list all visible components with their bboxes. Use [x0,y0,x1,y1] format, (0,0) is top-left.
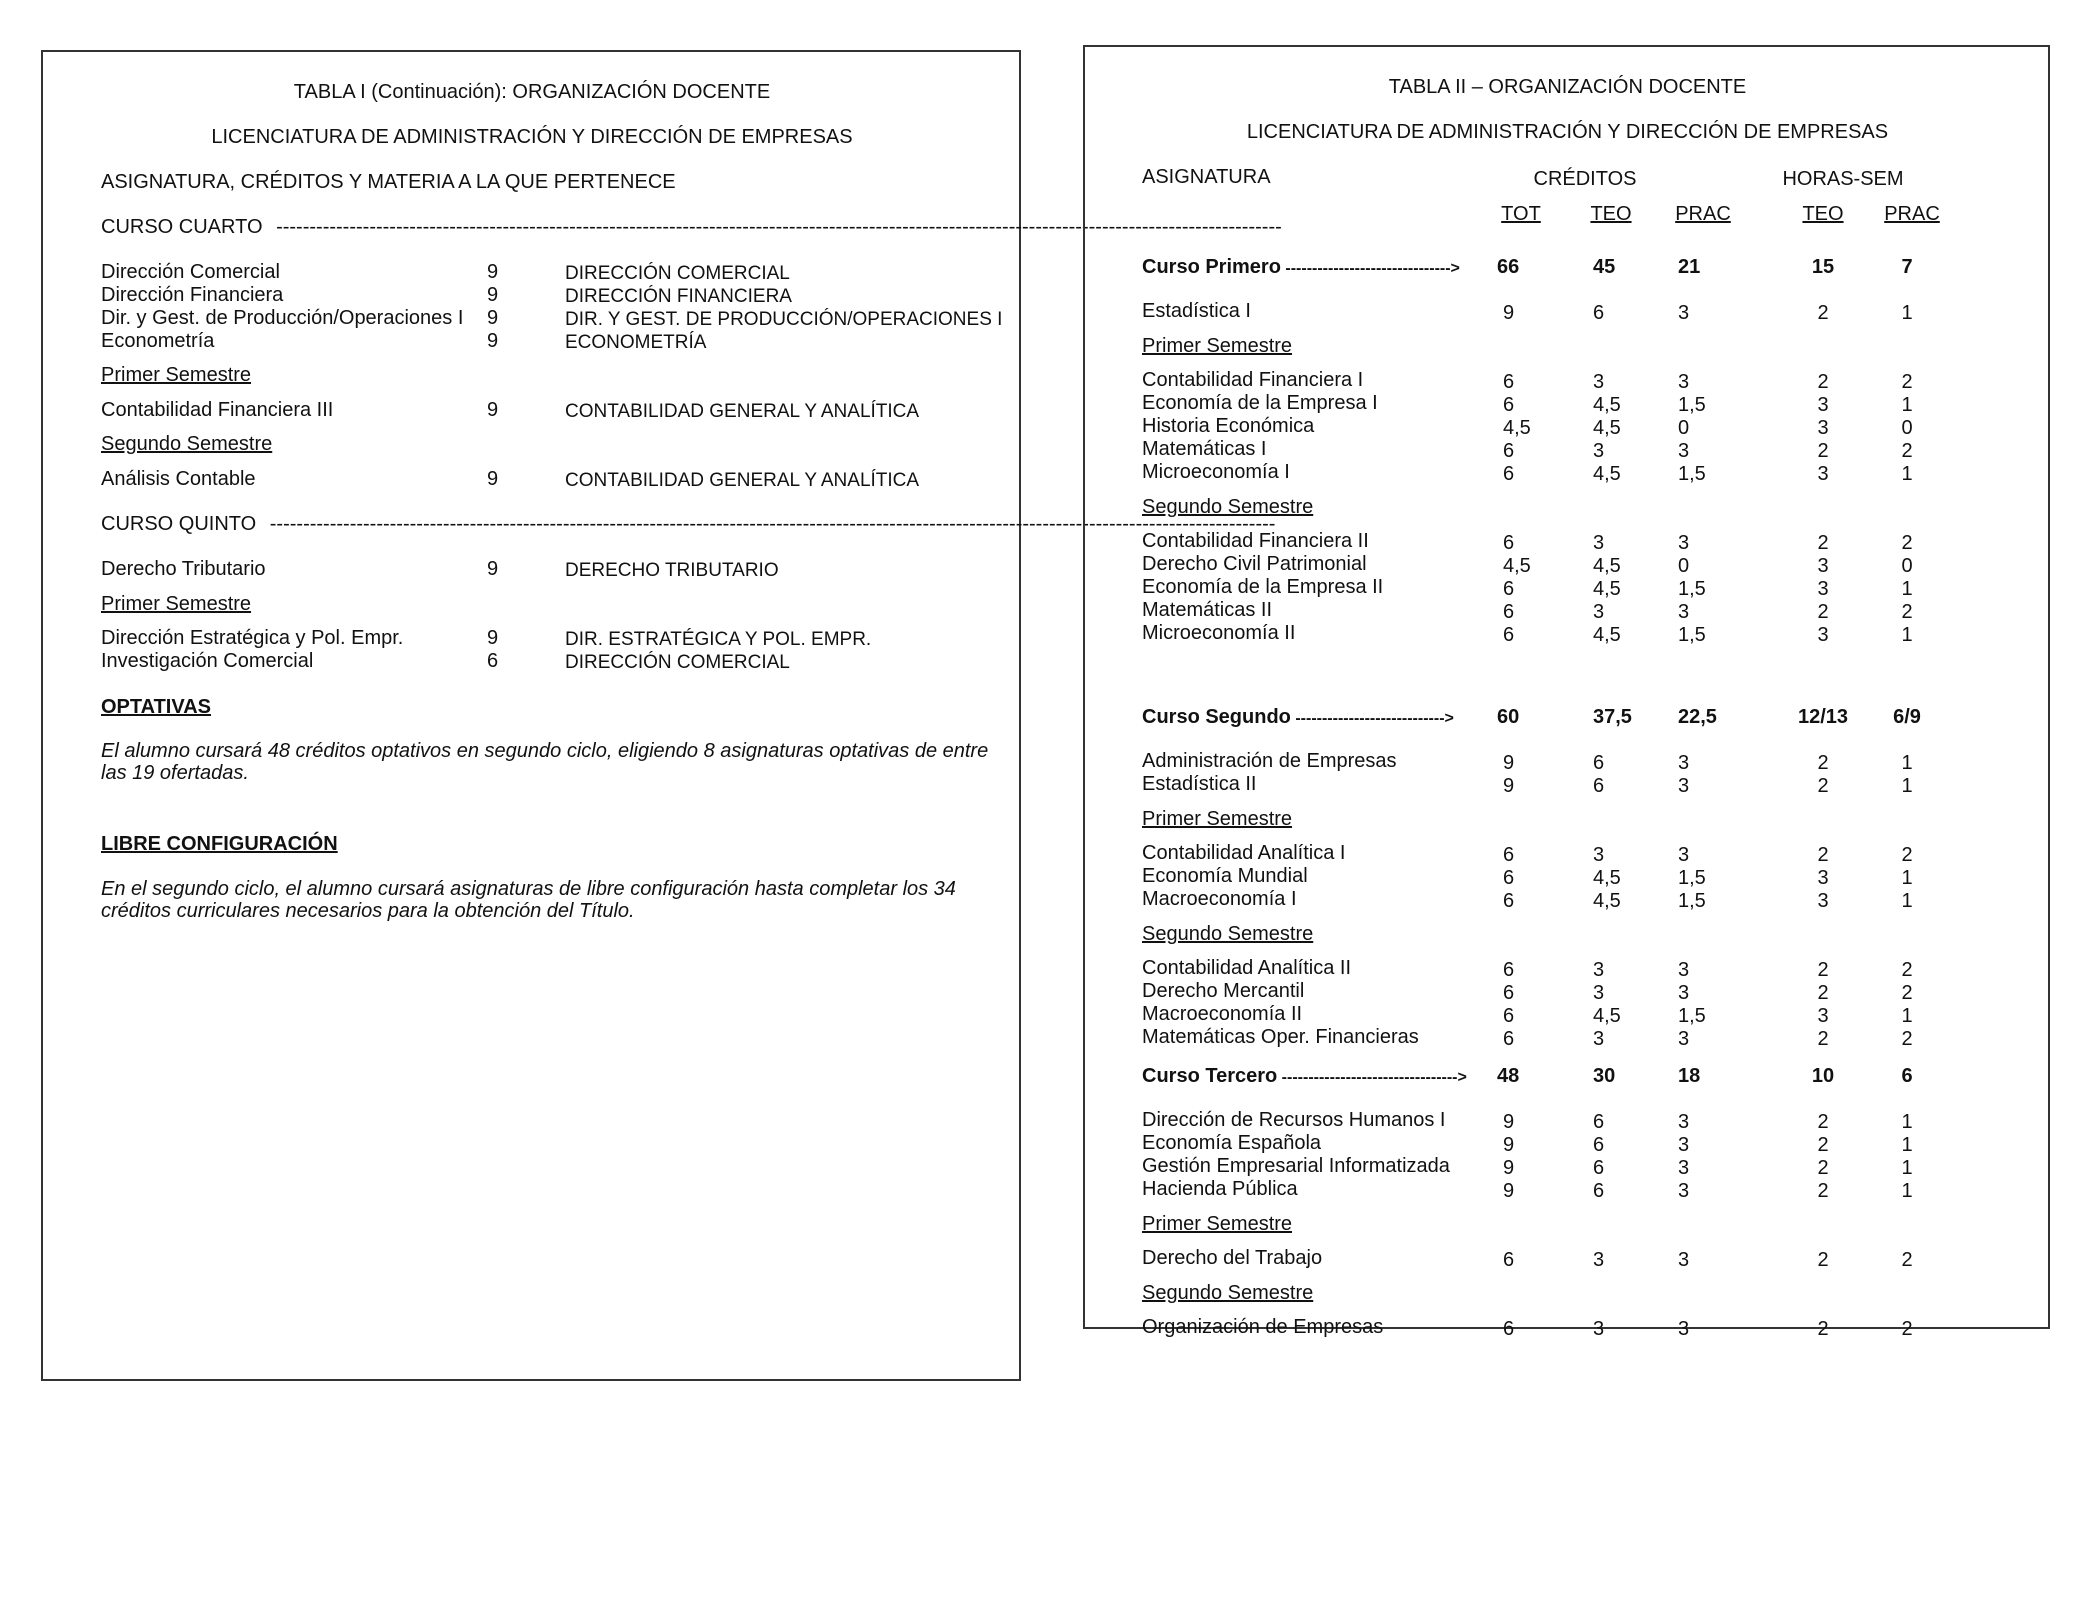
cell-prac: 3 [1678,752,1690,774]
curso-total-prac: 21 [1678,256,1701,278]
cell-teo: 4,5 [1593,624,1621,646]
cell-teo: 6 [1593,752,1605,774]
table-2-subtitle: LICENCIATURA DE ADMINISTRACIÓN Y DIRECCIÓN DE EMPRESAS [1246,121,1889,143]
cell-teo: 3 [1593,371,1605,393]
asignatura: Macroeconomía I [1142,888,1297,910]
curso-total-hprac: 6 [1901,1065,1913,1087]
cell-tot: 6 [1503,1005,1515,1027]
cell-teo: 4,5 [1593,417,1621,439]
col-hprac-header: PRAC [1884,203,1940,225]
cell-teo: 3 [1593,982,1605,1004]
asignatura: Econometría [101,330,215,352]
curso-heading [1142,255,1460,281]
cell-prac: 3 [1678,532,1690,554]
cell-tot: 6 [1503,578,1515,600]
cell-prac: 3 [1678,775,1690,797]
asignatura: Administración de Empresas [1142,750,1397,772]
curso-total-tot: 48 [1497,1065,1520,1087]
cell-tot: 4,5 [1503,555,1531,577]
curso-quinto-heading [101,512,1276,536]
cell-teo: 6 [1593,302,1605,324]
cell-hteo: 2 [1817,1180,1829,1202]
cell-hteo: 2 [1817,1157,1829,1179]
cell-hteo: 3 [1817,1005,1829,1027]
asignatura: Contabilidad Financiera III [101,399,334,421]
cell-hprac: 0 [1901,417,1913,439]
cell-hprac: 1 [1901,578,1913,600]
semestre-label: Primer Semestre [1142,335,1293,357]
asignatura: Matemáticas I [1142,438,1267,460]
cell-tot: 9 [1503,752,1515,774]
cell-hprac: 1 [1901,1005,1913,1027]
cell-hteo: 2 [1817,601,1829,623]
table-2-panel [1083,45,2050,1340]
asignatura: Economía Española [1142,1132,1322,1154]
asignatura: Macroeconomía II [1142,1003,1303,1025]
asignatura: Microeconomía I [1142,461,1290,483]
cell-prac: 3 [1678,1318,1690,1340]
semestre-label: Segundo Semestre [1142,496,1314,518]
cell-prac: 3 [1678,844,1690,866]
cell-prac: 1,5 [1678,578,1706,600]
cell-teo: 3 [1593,959,1605,981]
optativas-heading: OPTATIVAS [101,696,211,718]
asignatura: Contabilidad Analítica I [1142,842,1346,864]
cell-prac: 3 [1678,302,1690,324]
asignatura: Dirección Estratégica y Pol. Empr. [101,627,404,649]
cell-teo: 4,5 [1593,867,1621,889]
cell-hteo: 3 [1817,555,1829,577]
col-asignatura-header: ASIGNATURA [1142,166,1271,188]
materia: DIR. ESTRATÉGICA Y POL. EMPR. [565,629,872,650]
cell-tot: 9 [1503,302,1515,324]
curso-total-hteo: 15 [1811,256,1835,278]
semestre-label: Primer Semestre [101,593,252,615]
materia: DERECHO TRIBUTARIO [565,560,779,581]
cell-hprac: 1 [1901,867,1913,889]
cell-teo: 4,5 [1593,463,1621,485]
curso-arrow: ---------------------------------> [1277,1069,1467,1086]
cell-hteo: 2 [1817,1249,1829,1271]
cell-prac: 3 [1678,1249,1690,1271]
asignatura: Análisis Contable [101,468,256,490]
cell-tot: 6 [1503,890,1515,912]
curso-total-prac: 18 [1678,1065,1701,1087]
curso-total-hteo: 10 [1811,1065,1835,1087]
cell-tot: 6 [1503,394,1515,416]
materia: ECONOMETRÍA [565,332,707,353]
cell-hteo: 3 [1817,890,1829,912]
cell-prac: 1,5 [1678,867,1706,889]
cell-hteo: 3 [1817,624,1829,646]
cell-prac: 1,5 [1678,394,1706,416]
cell-hteo: 2 [1817,371,1829,393]
cell-tot: 6 [1503,959,1515,981]
curso-arrow: ----------------------------> [1290,710,1454,727]
cell-teo: 3 [1593,844,1605,866]
cell-teo: 4,5 [1593,890,1621,912]
asignatura: Dirección Financiera [101,284,284,306]
curso-total-tot: 66 [1497,256,1520,278]
cell-tot: 6 [1503,1318,1515,1340]
cell-hprac: 2 [1901,601,1913,623]
col-teo-header: TEO [1590,203,1632,225]
cell-teo: 6 [1593,1180,1605,1202]
cell-teo: 6 [1593,1111,1605,1133]
cell-hprac: 1 [1901,394,1913,416]
col-prac-header: PRAC [1675,203,1731,225]
cell-prac: 3 [1678,959,1690,981]
asignatura: Derecho Civil Patrimonial [1142,553,1367,575]
cell-hprac: 1 [1901,890,1913,912]
curso-total-tot: 60 [1497,706,1520,728]
cell-tot: 6 [1503,532,1515,554]
cell-hprac: 1 [1901,1134,1913,1156]
col-creditos-header: CRÉDITOS [1533,168,1637,190]
cell-tot: 6 [1503,601,1515,623]
creditos: 9 [487,307,499,329]
creditos: 9 [487,558,499,580]
curso-quinto-dashes: ------------------------------------------------------------------------------------------------------------------------------------------------------- [269,513,1276,535]
cell-prac: 0 [1678,417,1690,439]
curso-name: Curso Tercero [1142,1065,1278,1087]
cell-tot: 9 [1503,775,1515,797]
cell-teo: 4,5 [1593,578,1621,600]
cell-teo: 3 [1593,1318,1605,1340]
asignatura: Microeconomía II [1142,622,1296,644]
materia: DIRECCIÓN FINANCIERA [565,286,792,307]
semestre-label: Segundo Semestre [101,433,273,455]
cell-teo: 6 [1593,1157,1605,1179]
cell-tot: 6 [1503,624,1515,646]
curso-cuarto-heading [101,215,1282,239]
cell-tot: 6 [1503,371,1515,393]
col-hteo-header: TEO [1802,203,1844,225]
libre-configuracion-heading: LIBRE CONFIGURACIÓN [101,833,338,855]
cell-prac: 3 [1678,601,1690,623]
asignatura: Contabilidad Financiera I [1142,369,1364,391]
cell-prac: 1,5 [1678,890,1706,912]
asignatura: Historia Económica [1142,415,1315,437]
cell-tot: 6 [1503,982,1515,1004]
cell-hteo: 2 [1817,532,1829,554]
asignatura: Investigación Comercial [101,650,314,672]
table-2-title: TABLA II – ORGANIZACIÓN DOCENTE [1388,76,1747,98]
optativas-text: El alumno cursará 48 créditos optativos en segundo ciclo, eligiendo 8 asignaturas optativas de entre las 19 ofertadas. [101,740,989,784]
table-1-title: TABLA I (Continuación): ORGANIZACIÓN DOCENTE [293,81,771,103]
cell-hprac: 2 [1901,1318,1913,1340]
asignatura: Gestión Empresarial Informatizada [1142,1155,1450,1177]
cell-tot: 9 [1503,1134,1515,1156]
cell-hprac: 1 [1901,752,1913,774]
curso-total-hprac: 7 [1901,256,1913,278]
cell-hprac: 1 [1901,1157,1913,1179]
cell-hprac: 2 [1901,532,1913,554]
cell-prac: 3 [1678,1157,1690,1179]
asignatura: Derecho Tributario [101,558,266,580]
materia: DIRECCIÓN COMERCIAL [565,263,790,284]
cell-tot: 6 [1503,867,1515,889]
cell-hprac: 1 [1901,1111,1913,1133]
cell-hteo: 2 [1817,1318,1829,1340]
cell-hprac: 1 [1901,463,1913,485]
cell-prac: 3 [1678,1134,1690,1156]
curso-total-teo: 30 [1593,1065,1616,1087]
cell-teo: 4,5 [1593,394,1621,416]
asignatura: Matemáticas II [1142,599,1273,621]
cell-tot: 6 [1503,844,1515,866]
creditos: 9 [487,330,499,352]
materia: CONTABILIDAD GENERAL Y ANALÍTICA [565,470,920,491]
cell-prac: 1,5 [1678,463,1706,485]
cell-hprac: 2 [1901,1028,1913,1050]
cell-hteo: 3 [1817,417,1829,439]
cell-prac: 0 [1678,555,1690,577]
cell-teo: 4,5 [1593,555,1621,577]
asignatura: Economía de la Empresa II [1142,576,1384,598]
table-1-subtitle: LICENCIATURA DE ADMINISTRACIÓN Y DIRECCIÓN DE EMPRESAS [211,126,853,148]
materia: DIR. Y GEST. DE PRODUCCIÓN/OPERACIONES I [565,309,1003,330]
curso-total-teo: 37,5 [1593,706,1632,728]
cell-hprac: 2 [1901,371,1913,393]
semestre-label: Primer Semestre [1142,808,1293,830]
curso-quinto-label: CURSO QUINTO [101,513,257,535]
cell-hprac: 2 [1901,982,1913,1004]
materia: DIRECCIÓN COMERCIAL [565,652,790,673]
cell-hteo: 2 [1817,959,1829,981]
asignatura: Organización de Empresas [1142,1316,1384,1338]
cell-prac: 3 [1678,982,1690,1004]
cell-hteo: 3 [1817,578,1829,600]
cell-hprac: 1 [1901,624,1913,646]
curso-total-hteo: 12/13 [1797,706,1849,728]
cell-hprac: 2 [1901,440,1913,462]
asignatura: Estadística II [1142,773,1257,795]
cell-teo: 3 [1593,532,1605,554]
libre-configuracion-text: En el segundo ciclo, el alumno cursará asignaturas de libre configuración hasta completar los 34 créditos curriculares necesarios para la obtención del Título. [101,878,956,922]
curso-cuarto-dashes: ------------------------------------------------------------------------------------------------------------------------------------------------------- [276,216,1282,238]
creditos: 6 [487,650,499,672]
cell-hteo: 3 [1817,394,1829,416]
curso-arrow: -------------------------------> [1280,260,1460,277]
cell-hprac: 2 [1901,844,1913,866]
cell-hteo: 3 [1817,867,1829,889]
curso-name: Curso Segundo [1142,706,1291,728]
cell-hprac: 1 [1901,1180,1913,1202]
curso-name: Curso Primero [1142,256,1281,278]
creditos: 9 [487,627,499,649]
cell-tot: 6 [1503,1028,1515,1050]
asignatura: Estadística I [1142,300,1251,322]
cell-hteo: 2 [1817,982,1829,1004]
cell-hprac: 1 [1901,302,1913,324]
asignatura: Contabilidad Analítica II [1142,957,1352,979]
cell-tot: 6 [1503,463,1515,485]
cell-tot: 4,5 [1503,417,1531,439]
cell-prac: 1,5 [1678,1005,1706,1027]
cell-teo: 3 [1593,601,1605,623]
cell-teo: 6 [1593,1134,1605,1156]
asignatura: Dirección Comercial [101,261,280,283]
cell-teo: 4,5 [1593,1005,1621,1027]
asignatura: Derecho Mercantil [1142,980,1305,1002]
asignatura: Economía Mundial [1142,865,1308,887]
asignatura: Contabilidad Financiera II [1142,530,1369,552]
cell-hteo: 2 [1817,302,1829,324]
cell-prac: 1,5 [1678,624,1706,646]
semestre-label: Segundo Semestre [1142,1282,1314,1304]
cell-prac: 3 [1678,371,1690,393]
curso-total-hprac: 6/9 [1893,706,1921,728]
creditos: 9 [487,284,499,306]
creditos: 9 [487,468,499,490]
cell-hteo: 3 [1817,463,1829,485]
cell-tot: 6 [1503,440,1515,462]
asignatura: Dirección de Recursos Humanos I [1142,1109,1446,1131]
cell-hteo: 2 [1817,775,1829,797]
cell-hteo: 2 [1817,1134,1829,1156]
table-1-header: ASIGNATURA, CRÉDITOS Y MATERIA A LA QUE PERTENECE [101,171,676,193]
semestre-label: Segundo Semestre [1142,923,1314,945]
asignatura: Dir. y Gest. de Producción/Operaciones I [101,307,464,329]
cell-tot: 9 [1503,1111,1515,1133]
curso-total-teo: 45 [1593,256,1616,278]
curso-heading [1142,705,1454,731]
curso-cuarto-label: CURSO CUARTO [101,216,263,238]
cell-teo: 3 [1593,440,1605,462]
asignatura: Hacienda Pública [1142,1178,1298,1200]
cell-prac: 3 [1678,440,1690,462]
cell-tot: 9 [1503,1157,1515,1179]
cell-hteo: 2 [1817,1111,1829,1133]
cell-tot: 6 [1503,1249,1515,1271]
asignatura: Derecho del Trabajo [1142,1247,1323,1269]
col-horas-header: HORAS-SEM [1782,168,1904,190]
col-tot-header: TOT [1501,203,1541,225]
cell-teo: 6 [1593,775,1605,797]
cell-hteo: 2 [1817,440,1829,462]
semestre-label: Primer Semestre [1142,1213,1293,1235]
curso-heading [1142,1064,1467,1090]
asignatura: Matemáticas Oper. Financieras [1142,1026,1419,1048]
creditos: 9 [487,399,499,421]
cell-teo: 3 [1593,1028,1605,1050]
cell-hprac: 2 [1901,959,1913,981]
creditos: 9 [487,261,499,283]
cell-hteo: 2 [1817,752,1829,774]
cell-tot: 9 [1503,1180,1515,1202]
cell-teo: 3 [1593,1249,1605,1271]
asignatura: Economía de la Empresa I [1142,392,1378,414]
materia: CONTABILIDAD GENERAL Y ANALÍTICA [565,401,920,422]
cell-prac: 3 [1678,1111,1690,1133]
cell-hprac: 1 [1901,775,1913,797]
semestre-label: Primer Semestre [101,364,252,386]
curso-total-prac: 22,5 [1678,706,1717,728]
cell-prac: 3 [1678,1028,1690,1050]
cell-hteo: 2 [1817,844,1829,866]
cell-hprac: 2 [1901,1249,1913,1271]
cell-hprac: 0 [1901,555,1913,577]
cell-prac: 3 [1678,1180,1690,1202]
cell-hteo: 2 [1817,1028,1829,1050]
